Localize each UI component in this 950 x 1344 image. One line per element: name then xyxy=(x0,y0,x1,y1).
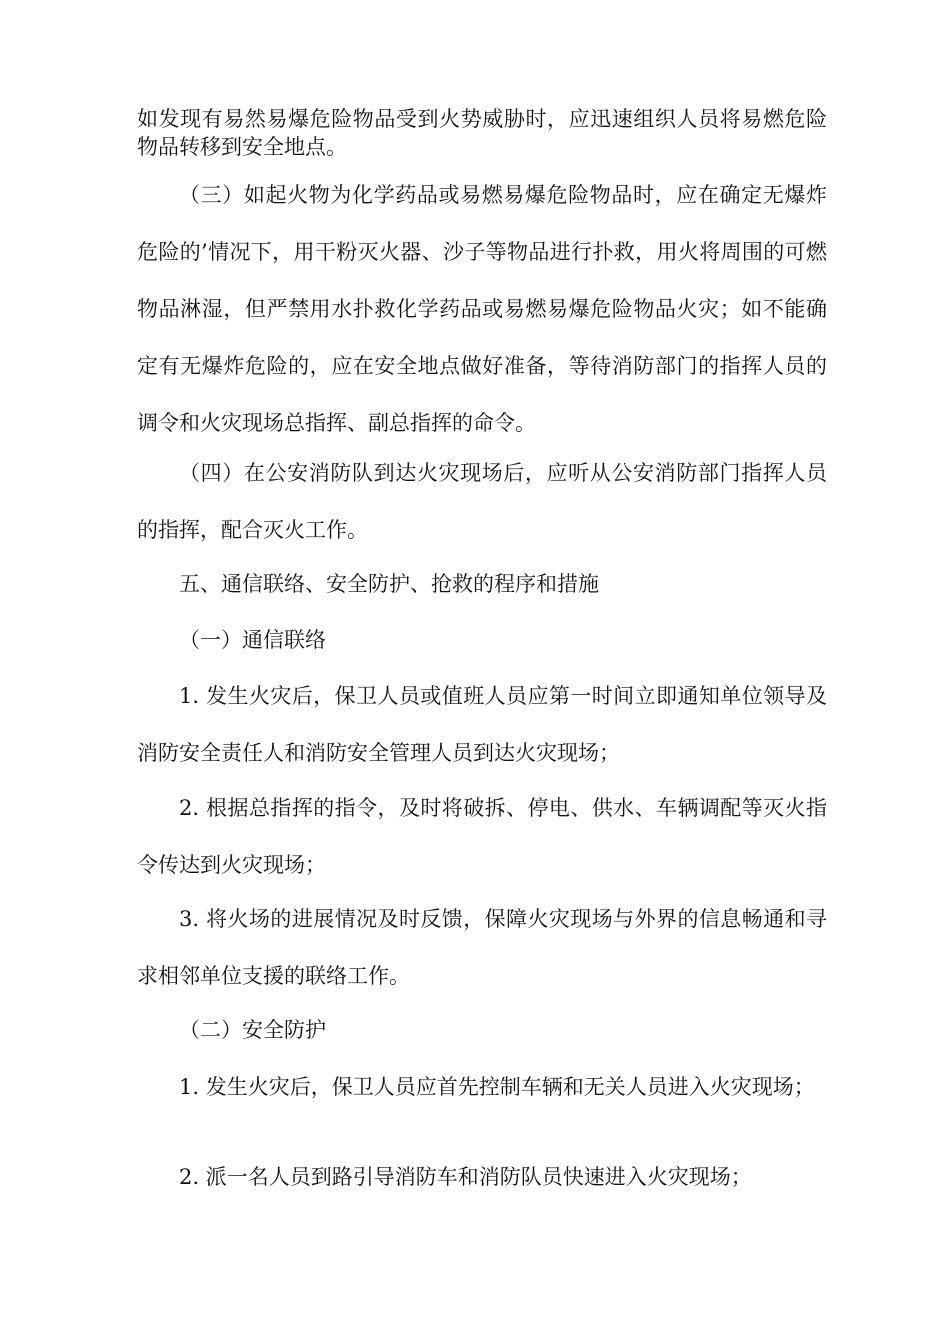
list-item-safety-2: 2. 派一名人员到路引导消防车和消防队员快速进入火灾现场； xyxy=(179,1165,752,1189)
paragraph-chemical-fire: （三）如起火物为化学药品或易燃易爆危险物品时，应在确定无爆炸危险的’情况下，用干粉灭火器、沙子等物品进行扑救，用火将周围的可燃物品淋湿，但严禁用水扑救化学药品或易燃易爆危险物品火灾；如不能确定有无爆炸危险的，应在安全地点做好准备，等待消防部门的指挥人员的调令和火灾现场总指挥、副总指挥的命令。 xyxy=(137,183,827,435)
subheading-safety-protection: （二）安全防护 xyxy=(179,1018,326,1042)
paragraph-hazard-transfer: 如发现有易然易爆危险物品受到火势威胁时，应迅速组织人员将易燃危险物品转移到安全地点。 xyxy=(137,107,827,159)
paragraph-fire-brigade-arrival: （四）在公安消防队到达火灾现场后，应听从公安消防部门指挥人员的指挥，配合灭火工作。 xyxy=(137,461,827,542)
subheading-communication: （一）通信联络 xyxy=(179,628,326,652)
list-item-communication-2: 2. 根据总指挥的指令，及时将破拆、停电、供水、车辆调配等灭火指令传达到火灾现场； xyxy=(137,796,827,877)
list-item-safety-1: 1. 发生火灾后，保卫人员应首先控制车辆和无关人员进入火灾现场； xyxy=(179,1075,815,1099)
list-item-communication-3: 3. 将火场的进展情况及时反馈，保障火灾现场与外界的信息畅通和寻求相邻单位支援的联络工作。 xyxy=(137,907,827,988)
list-item-communication-1: 1. 发生火灾后，保卫人员或值班人员应第一时间立即通知单位领导及消防安全责任人和消防安全管理人员到达火灾现场； xyxy=(137,684,827,765)
section-heading-five: 五、通信联络、安全防护、抢救的程序和措施 xyxy=(179,572,599,596)
